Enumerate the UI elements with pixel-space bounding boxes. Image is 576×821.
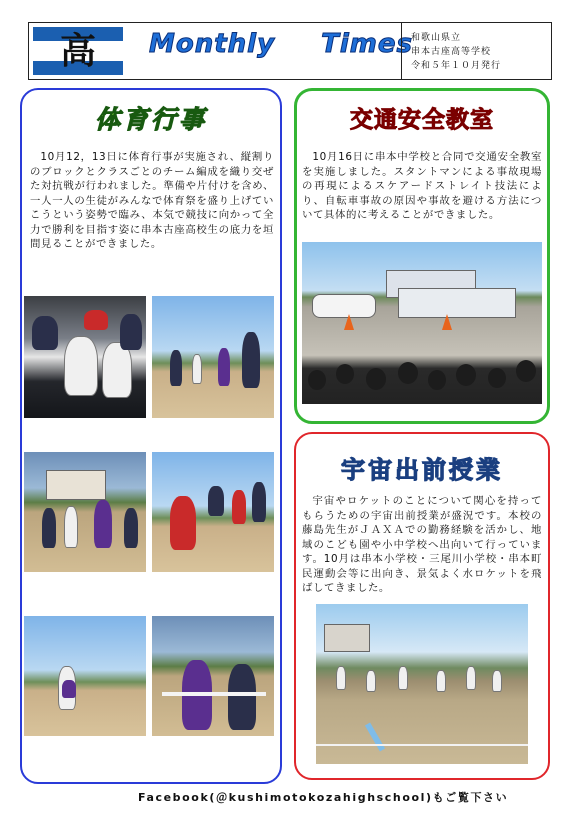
sports-photo-race <box>152 452 274 572</box>
sports-event-text: 10月12，13日に体育行事が実施され、縦割りのブロックとクラスごとのチーム編成を織り交ぜた対抗戦が行われました。準備や片付けを含め、一人一人の生徒がみんなで体育祭を盛り上げていこうという姿勢で臨み、本気で競技に向かって全力で勝利を目指す姿に串本古座高校生の底力を垣間見ることができました。 <box>30 151 274 250</box>
newsletter-title: Monthly Times <box>149 29 413 59</box>
issue-date: 令和５年１０月発行 <box>411 61 502 71</box>
logo-kanji: 高 <box>59 30 96 72</box>
header-divider <box>401 23 402 79</box>
school-info <box>411 31 501 73</box>
sports-photo-relay <box>24 452 146 572</box>
traffic-safety-photo <box>302 242 542 404</box>
school-logo <box>33 27 123 75</box>
school-name: 串本古座高等学校 <box>411 47 492 57</box>
facebook-footer: Facebook(＠kushimotokozahighschool)もご覧下さい <box>138 791 509 804</box>
sports-photo-finish <box>152 616 274 736</box>
space-class-text: 宇宙やロケットのことについて関心を持ってもらうための宇宙出前授業が盛況です。本校の藤島先生がＪＡＸＡでの勤務経験を活かし、地域のこども園や小中学校へ出向いて行っています。10月は串本小学校・三尾川小学校・串本町民運動会等に出向き、景気よく水ロケットを飛ばしてきました。 <box>302 495 542 594</box>
sports-photo-cheer <box>152 296 274 418</box>
space-class-photo <box>316 604 528 764</box>
prefecture-label: 和歌山県立 <box>411 33 462 43</box>
sports-photo-huddle <box>24 296 146 418</box>
sports-photo-jump <box>24 616 146 736</box>
space-class-heading: 宇宙出前授業 <box>341 456 503 484</box>
newsletter-header <box>28 22 552 80</box>
traffic-safety-heading: 交通安全教室 <box>350 107 494 133</box>
traffic-safety-text: 10月16日に串本中学校と合同で交通安全教室を実施しました。スタントマンによる事故現場の再現によるスケアードストレイト技法により、自転車事故の原因や事故を避ける方法について具体的に考えることができました。 <box>302 151 542 221</box>
sports-event-heading: 体育行事 <box>94 105 207 134</box>
